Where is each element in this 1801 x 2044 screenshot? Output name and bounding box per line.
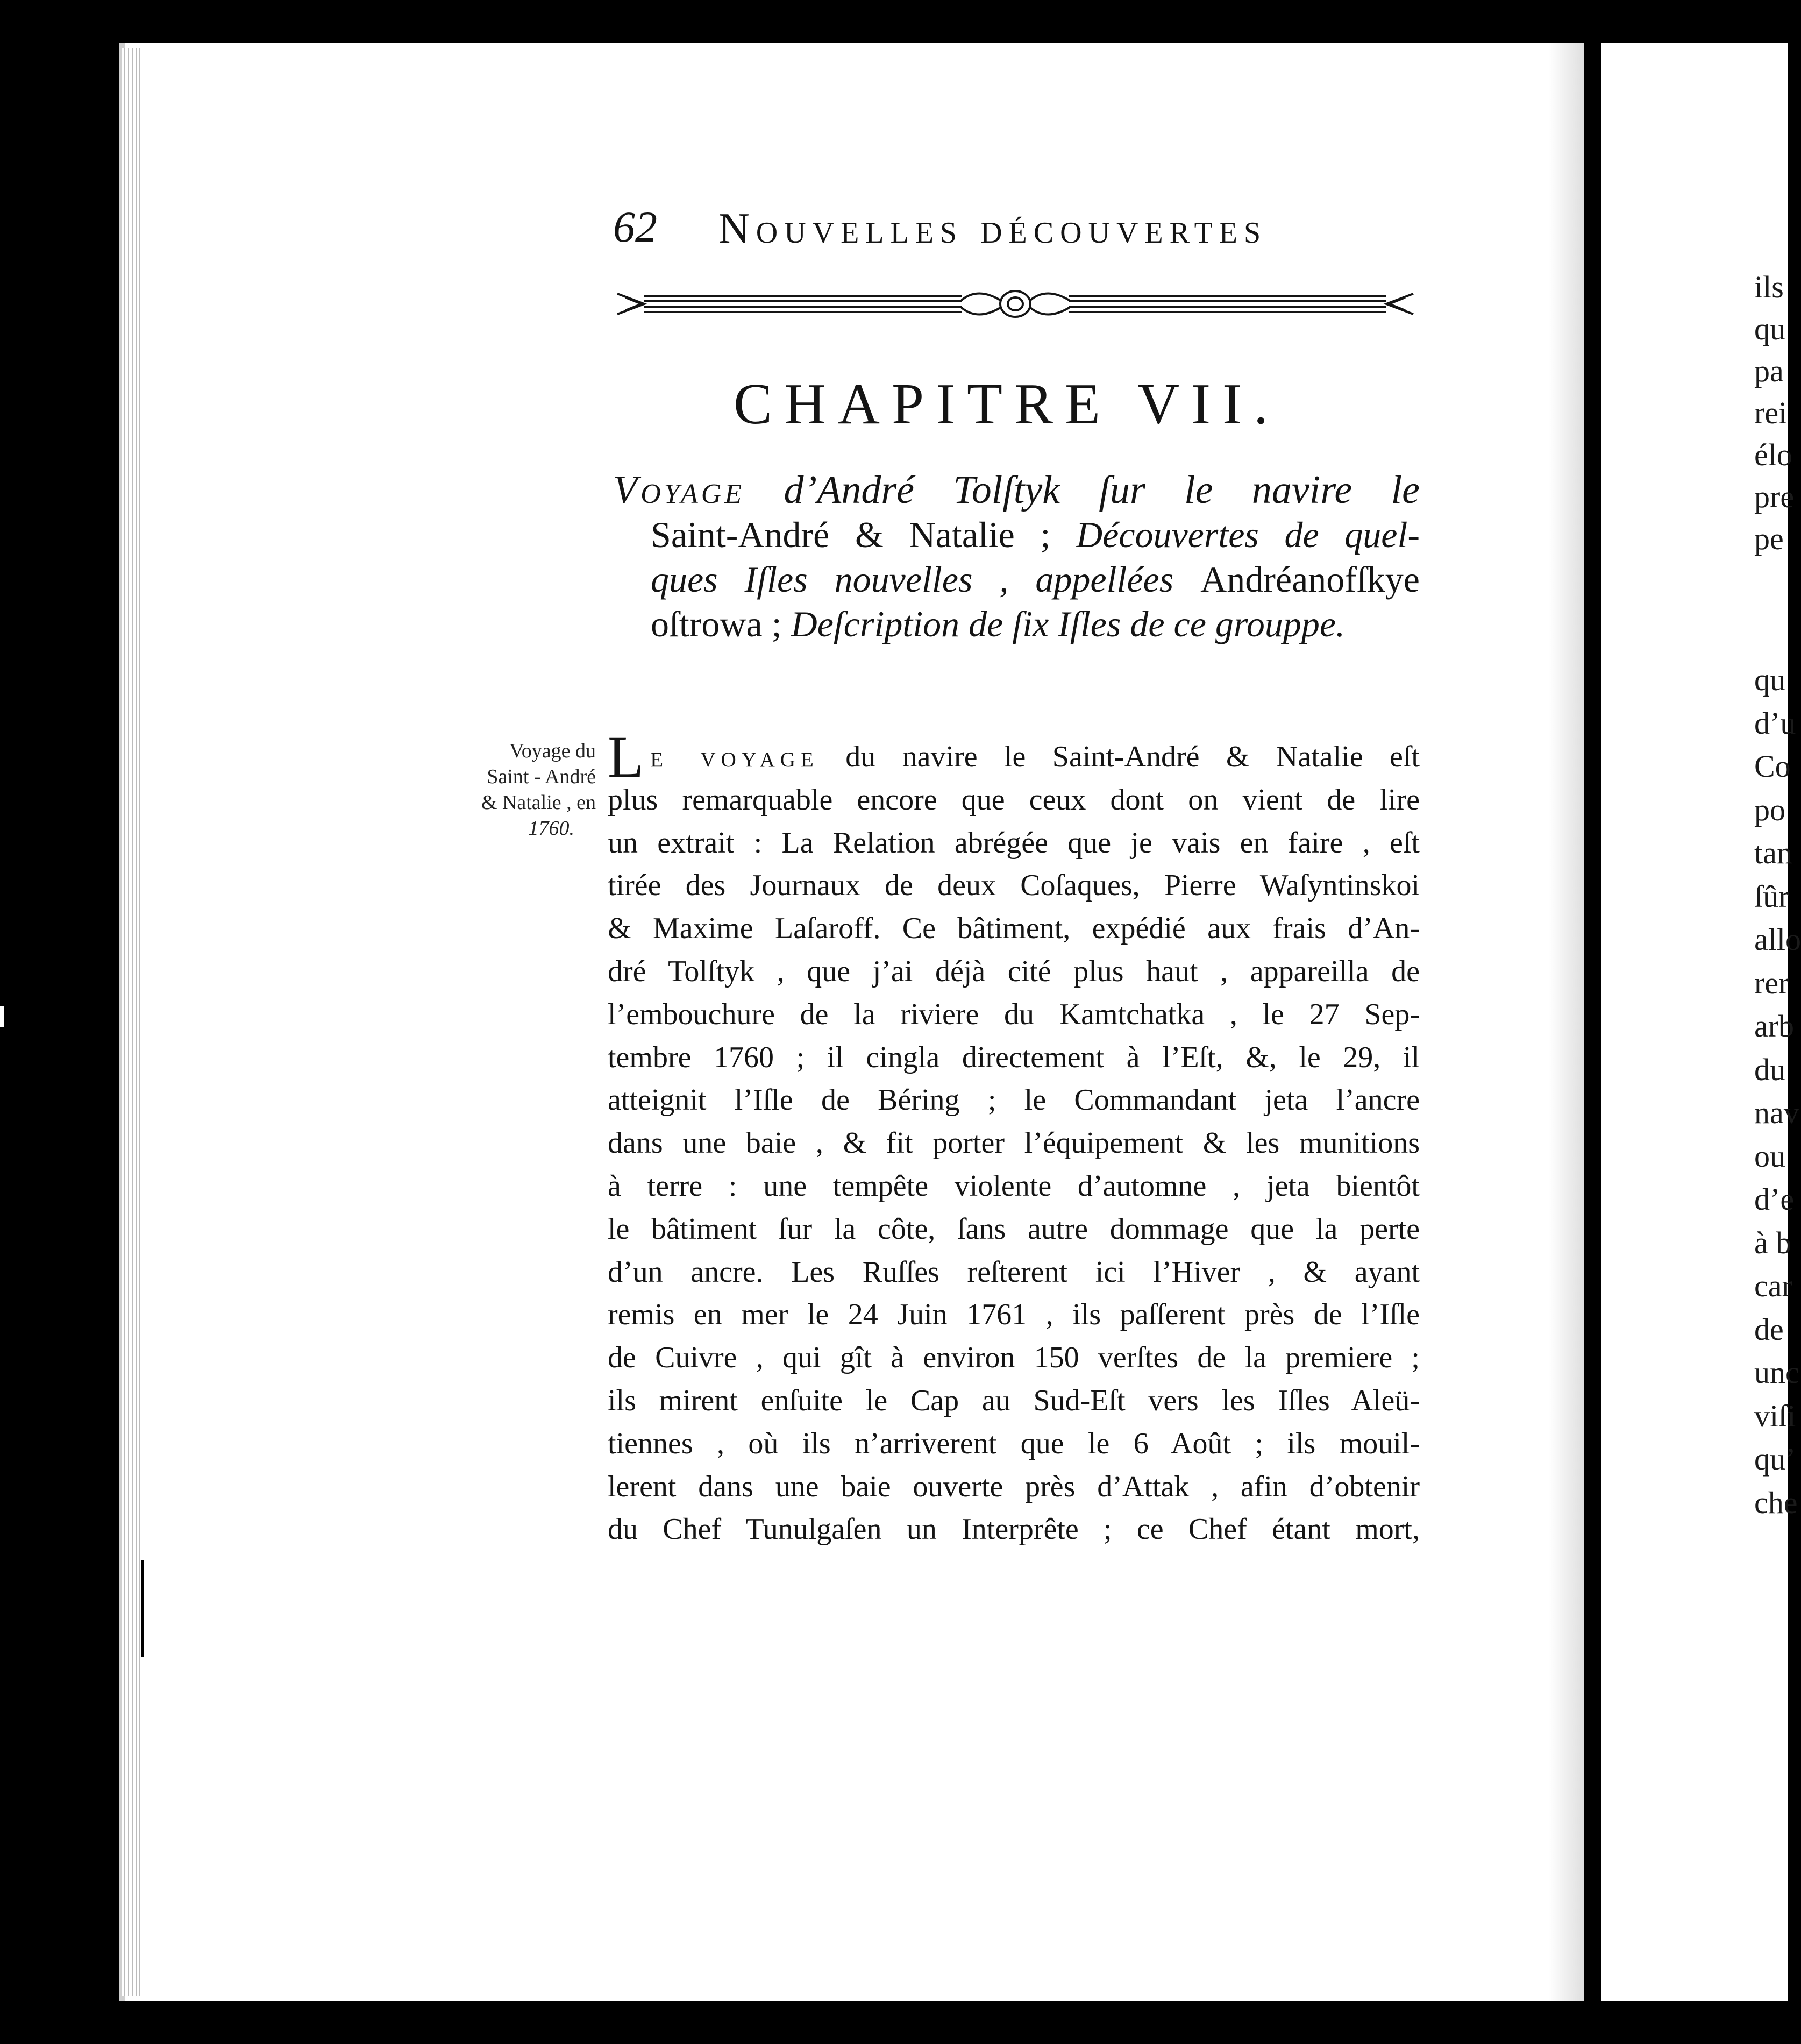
body-line [608, 724, 1420, 790]
opposite-page-fragment: qu [1754, 662, 1785, 697]
opposite-page-fragment: allo [1754, 922, 1801, 957]
marginal-line: Voyage du [509, 740, 596, 762]
opposite-page-fragment: pe [1754, 521, 1784, 556]
body-line: tembre 1760 ; il cingla directement à l’Eſt, &, le 29, il [608, 1040, 1420, 1074]
body-line: un extrait : La Relation abrégée que je vais en faire , eſt [608, 826, 1420, 860]
body-line: lerent dans une baie ouverte près d’Attak , afin d’obtenir [608, 1470, 1420, 1503]
marginal-line: 1760. [528, 817, 574, 840]
page-number: 62 [613, 202, 657, 251]
opposite-page-fragment: rer [1754, 965, 1789, 1000]
opposite-page-fragment: d’e [1754, 1182, 1795, 1217]
body-line: ils mirent enſuite le Cap au Sud-Eſt vers les Iſles Aleü- [608, 1383, 1420, 1417]
opposite-page-fragment: che [1754, 1485, 1798, 1520]
opposite-page-fragment: rei [1754, 395, 1788, 430]
body-line: l’embouchure de la riviere du Kamtchatka , le 27 Sep- [608, 997, 1420, 1031]
chapter-title: CHAPITRE VII. [734, 372, 1280, 436]
body-line: d’un ancre. Les Ruſſes reſterent ici l’Hiver , & ayant [608, 1255, 1420, 1289]
opposite-page-fragment: po [1754, 792, 1785, 827]
page-edges [122, 48, 143, 1996]
body-line: de Cuivre , qui gît à environ 150 verſtes de la premiere ; [608, 1341, 1420, 1375]
body-line: tirée des Journaux de deux Coſaques, Pierre Waſyntinskoi [608, 869, 1420, 903]
body-line: le bâtiment ſur la côte, ſans autre dommage que la perte [608, 1212, 1420, 1246]
scan-speck [141, 1560, 144, 1657]
summary-line: Saint-André & Natalie ; Découvertes de quel- [651, 514, 1420, 555]
body-line: remis en mer le 24 Juin 1761 , ils paſſerent près de l’Iſle [608, 1298, 1420, 1332]
opposite-page-fragment: Co [1754, 749, 1791, 784]
body-text [608, 724, 1420, 1551]
body-line: tiennes , où ils n’arriverent que le 6 Août ; ils mouil- [608, 1426, 1420, 1460]
ornament-rule [612, 284, 1419, 322]
opposite-page-fragment: pre [1754, 479, 1795, 514]
body-line: plus remarquable encore que ceux dont on vient de lire [608, 783, 1420, 817]
summary-line: ques Iſles nouvelles , appellées Andréanofſkye [651, 559, 1420, 600]
marginal-line: Saint - André [487, 765, 596, 788]
summary-line: Voyage d’André Tolſtyk ſur le navire le [613, 468, 1420, 512]
opposite-page-fragment: du [1754, 1052, 1785, 1087]
opposite-page-fragment: pa [1754, 353, 1784, 388]
marginal-note [440, 738, 596, 841]
running-title: Nouvelles découvertes [718, 205, 1268, 252]
body-line: atteignit l’Iſle de Béring ; le Commandant jeta l’ancre [608, 1083, 1420, 1117]
opposite-page-fragment: qu [1754, 311, 1785, 346]
body-line: dré Tolſtyk , que j’ai déjà cité plus haut , appareilla de [608, 954, 1420, 988]
opposite-page-fragment: ou [1754, 1138, 1785, 1174]
opposite-page-fragment: arb [1754, 1009, 1795, 1044]
opposite-page-fragment: élo [1754, 437, 1792, 472]
body-line: à terre : une tempête violente d’automne , jeta bientôt [608, 1169, 1420, 1203]
opposite-page-fragment: unc [1754, 1355, 1799, 1390]
marginal-line: & Natalie , en [481, 791, 596, 814]
chapter-summary [613, 468, 1420, 647]
summary-line: oſtrowa ; Deſcription de ſix Iſles de ce grouppe. [651, 604, 1346, 644]
opposite-page-fragment: tan [1754, 835, 1792, 870]
opposite-page-fragment: qu’ [1754, 1442, 1796, 1477]
small-caps-opening: e voyage [650, 740, 819, 773]
opposite-page-fragment: car [1754, 1268, 1792, 1303]
opposite-page-fragment: de [1754, 1311, 1784, 1347]
opposite-page-fragment: ils [1754, 269, 1784, 304]
body-line: & Maxime Laſaroff. Ce bâtiment, expédié aux frais d’An- [608, 912, 1420, 946]
opposite-page-fragment: viſi [1754, 1398, 1796, 1433]
body-line-text: du navire le Saint-André & Natalie eſt [818, 740, 1420, 773]
opposite-page-fragment: ſûr [1754, 878, 1789, 914]
body-line: dans une baie , & fit porter l’équipement & les munitions [608, 1126, 1420, 1160]
opposite-page-fragment: d’u [1754, 705, 1796, 741]
opposite-page-fragment: à b [1754, 1225, 1792, 1260]
scan-speck [0, 1006, 4, 1027]
body-line: du Chef Tunulgaſen un Interprête ; ce Chef étant mort, [608, 1513, 1420, 1546]
opposite-page-fragment: nav [1754, 1095, 1799, 1130]
drop-cap: L [608, 724, 644, 790]
